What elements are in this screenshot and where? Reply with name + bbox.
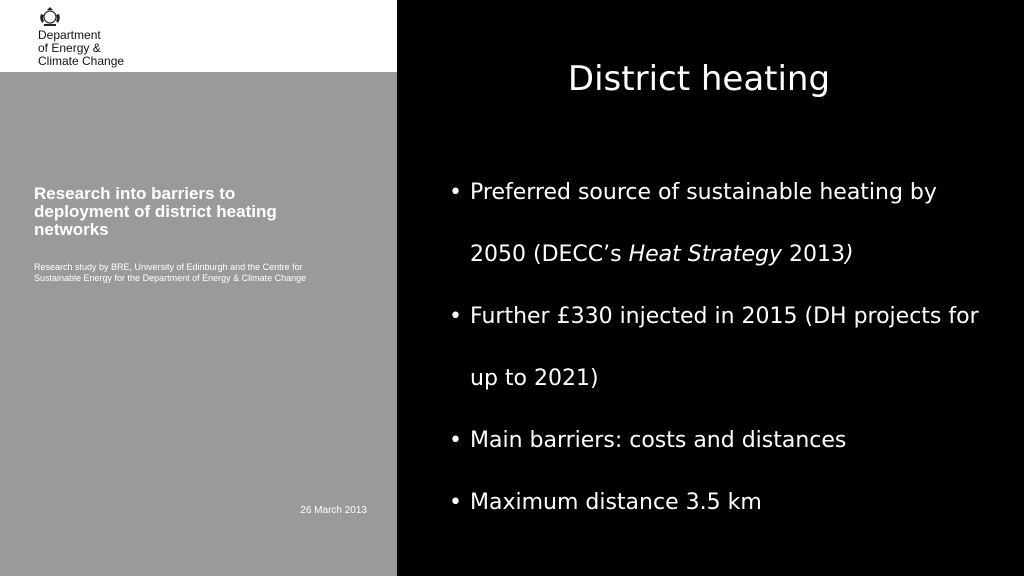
- royal-coat-of-arms-icon: [38, 6, 62, 28]
- bullet-item: [449, 162, 989, 286]
- slide-title: District heating: [567, 59, 831, 99]
- bullet-italic-text: ): [845, 242, 854, 267]
- bullet-item: • Further £330 injected in 2015 (DH projects for up to 2021): [449, 286, 989, 410]
- report-title: Research into barriers to deployment of district heating networks: [34, 184, 277, 239]
- department-line: of Energy &: [38, 41, 101, 55]
- department-name: [38, 29, 124, 68]
- report-subtitle: Research study by BRE, University of Edinburgh and the Centre for Sustainable Energy for the Department of Energy & Climate Change: [34, 262, 307, 283]
- bullet-item: • Maximum distance 3.5 km: [449, 472, 989, 534]
- bullet-text: 2013: [782, 242, 846, 267]
- report-date: 26 March 2013: [300, 505, 367, 516]
- bullet-item: • Main barriers: costs and distances: [449, 410, 989, 472]
- bullet-text: Preferred source of sustainable heating by 2050 (DECC’s: [470, 180, 937, 267]
- cover-header: [0, 0, 397, 72]
- bullet-italic-text: Heat Strategy: [628, 242, 783, 267]
- department-line: Climate Change: [38, 54, 125, 68]
- bullet-list: [449, 162, 989, 534]
- department-line: Department: [38, 28, 101, 42]
- report-cover: [0, 0, 397, 576]
